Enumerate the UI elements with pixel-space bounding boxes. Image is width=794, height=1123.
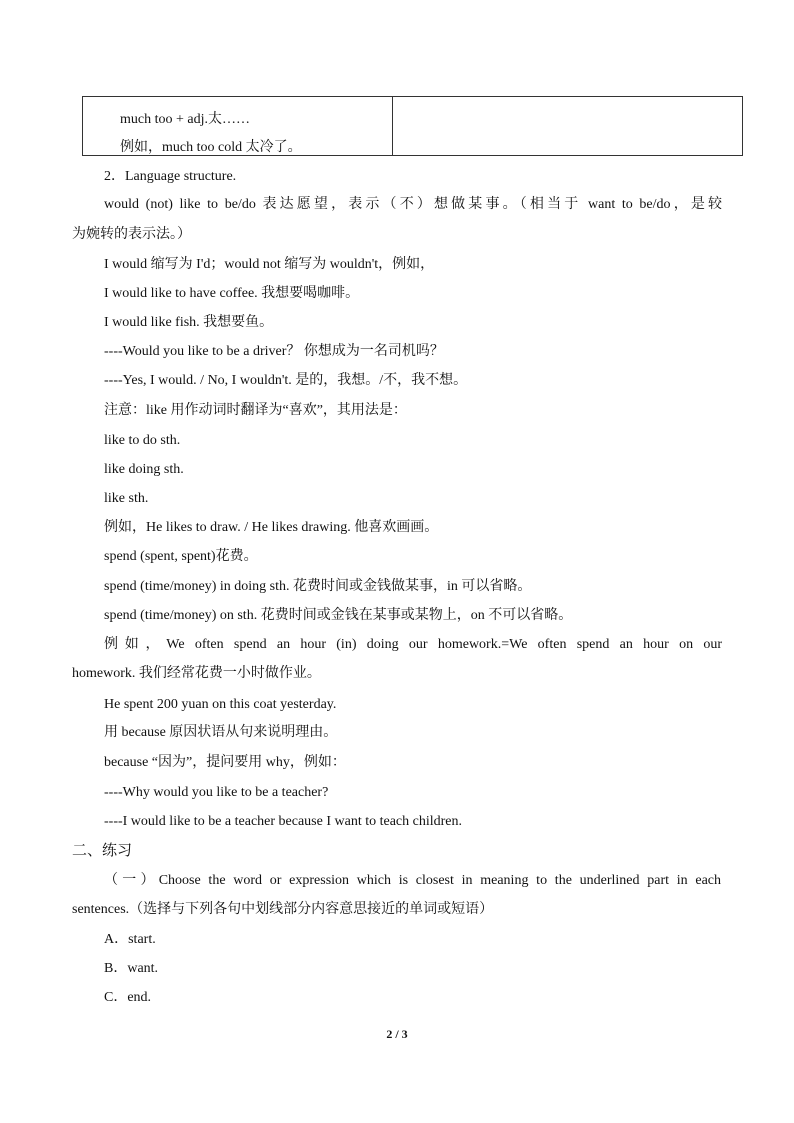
option-b: B．want.: [104, 961, 159, 976]
text-line: 注意：like 用作动词时翻译为“喜欢”，其用法是：: [104, 403, 407, 418]
text-line: I would 缩写为 I'd；would not 缩写为 wouldn't，例如，: [104, 257, 435, 272]
text-line: like doing sth.: [104, 462, 184, 477]
text-line: I would like fish. 我想要鱼。: [104, 315, 274, 330]
text-line: 用 because 原因状语从句来说明理由。: [104, 725, 338, 740]
text-line: 例如，We often spend an hour (in) doing our homework.=We often spend an hour on our: [104, 637, 722, 652]
table-divider: [392, 97, 393, 155]
text-line: 为婉转的表示法。）: [72, 227, 191, 242]
text-line: ----I would like to be a teacher because I want to teach children.: [104, 814, 462, 829]
text-line: spend (time/money) in doing sth. 花费时间或金钱做某事，in 可以省略。: [104, 579, 532, 594]
table-cell-text-2: 例如，much too cold 太冷了。: [120, 140, 302, 155]
text-line: spend (time/money) on sth. 花费时间或金钱在某事或某物上，on 不可以省略。: [104, 608, 573, 623]
text-line: He spent 200 yuan on this coat yesterday.: [104, 697, 337, 712]
text-line: ----Yes, I would. / No, I wouldn't. 是的，我想。/不，我不想。: [104, 373, 468, 388]
instruction-line: （一）Choose the word or expression which is closest in meaning to the underlined part in each: [104, 873, 721, 888]
text-line: ----Why would you like to be a teacher?: [104, 785, 329, 800]
text-line: 例如，He likes to draw. / He likes drawing. 他喜欢画画。: [104, 520, 439, 535]
table-fragment: [82, 96, 743, 156]
text-line: spend (spent, spent)花费。: [104, 549, 258, 564]
option-c: C．end.: [104, 990, 152, 1005]
text-line: homework. 我们经常花费一小时做作业。: [72, 666, 321, 681]
text-line: ----Would you like to be a driver？ 你想成为一名司机吗？: [104, 344, 444, 359]
section-heading-exercises: 二、练习: [72, 843, 133, 859]
text-line: because “因为”，提问要用 why，例如：: [104, 755, 346, 770]
page-number: 2 / 3: [386, 1027, 408, 1041]
section-heading: 2．Language structure.: [104, 169, 237, 184]
instruction-line: sentences.（选择与下列各句中划线部分内容意思接近的单词或短语）: [72, 902, 494, 917]
text-line: like sth.: [104, 491, 149, 506]
table-cell-text-1: much too + adj.太……: [120, 112, 250, 127]
option-a: A．start.: [104, 932, 156, 947]
text-line: would (not) like to be/do 表达愿望，表示（不）想做某事。（相当于 want to be/do，是较: [104, 197, 722, 212]
text-line: like to do sth.: [104, 433, 181, 448]
text-line: I would like to have coffee. 我想要喝咖啡。: [104, 286, 360, 301]
